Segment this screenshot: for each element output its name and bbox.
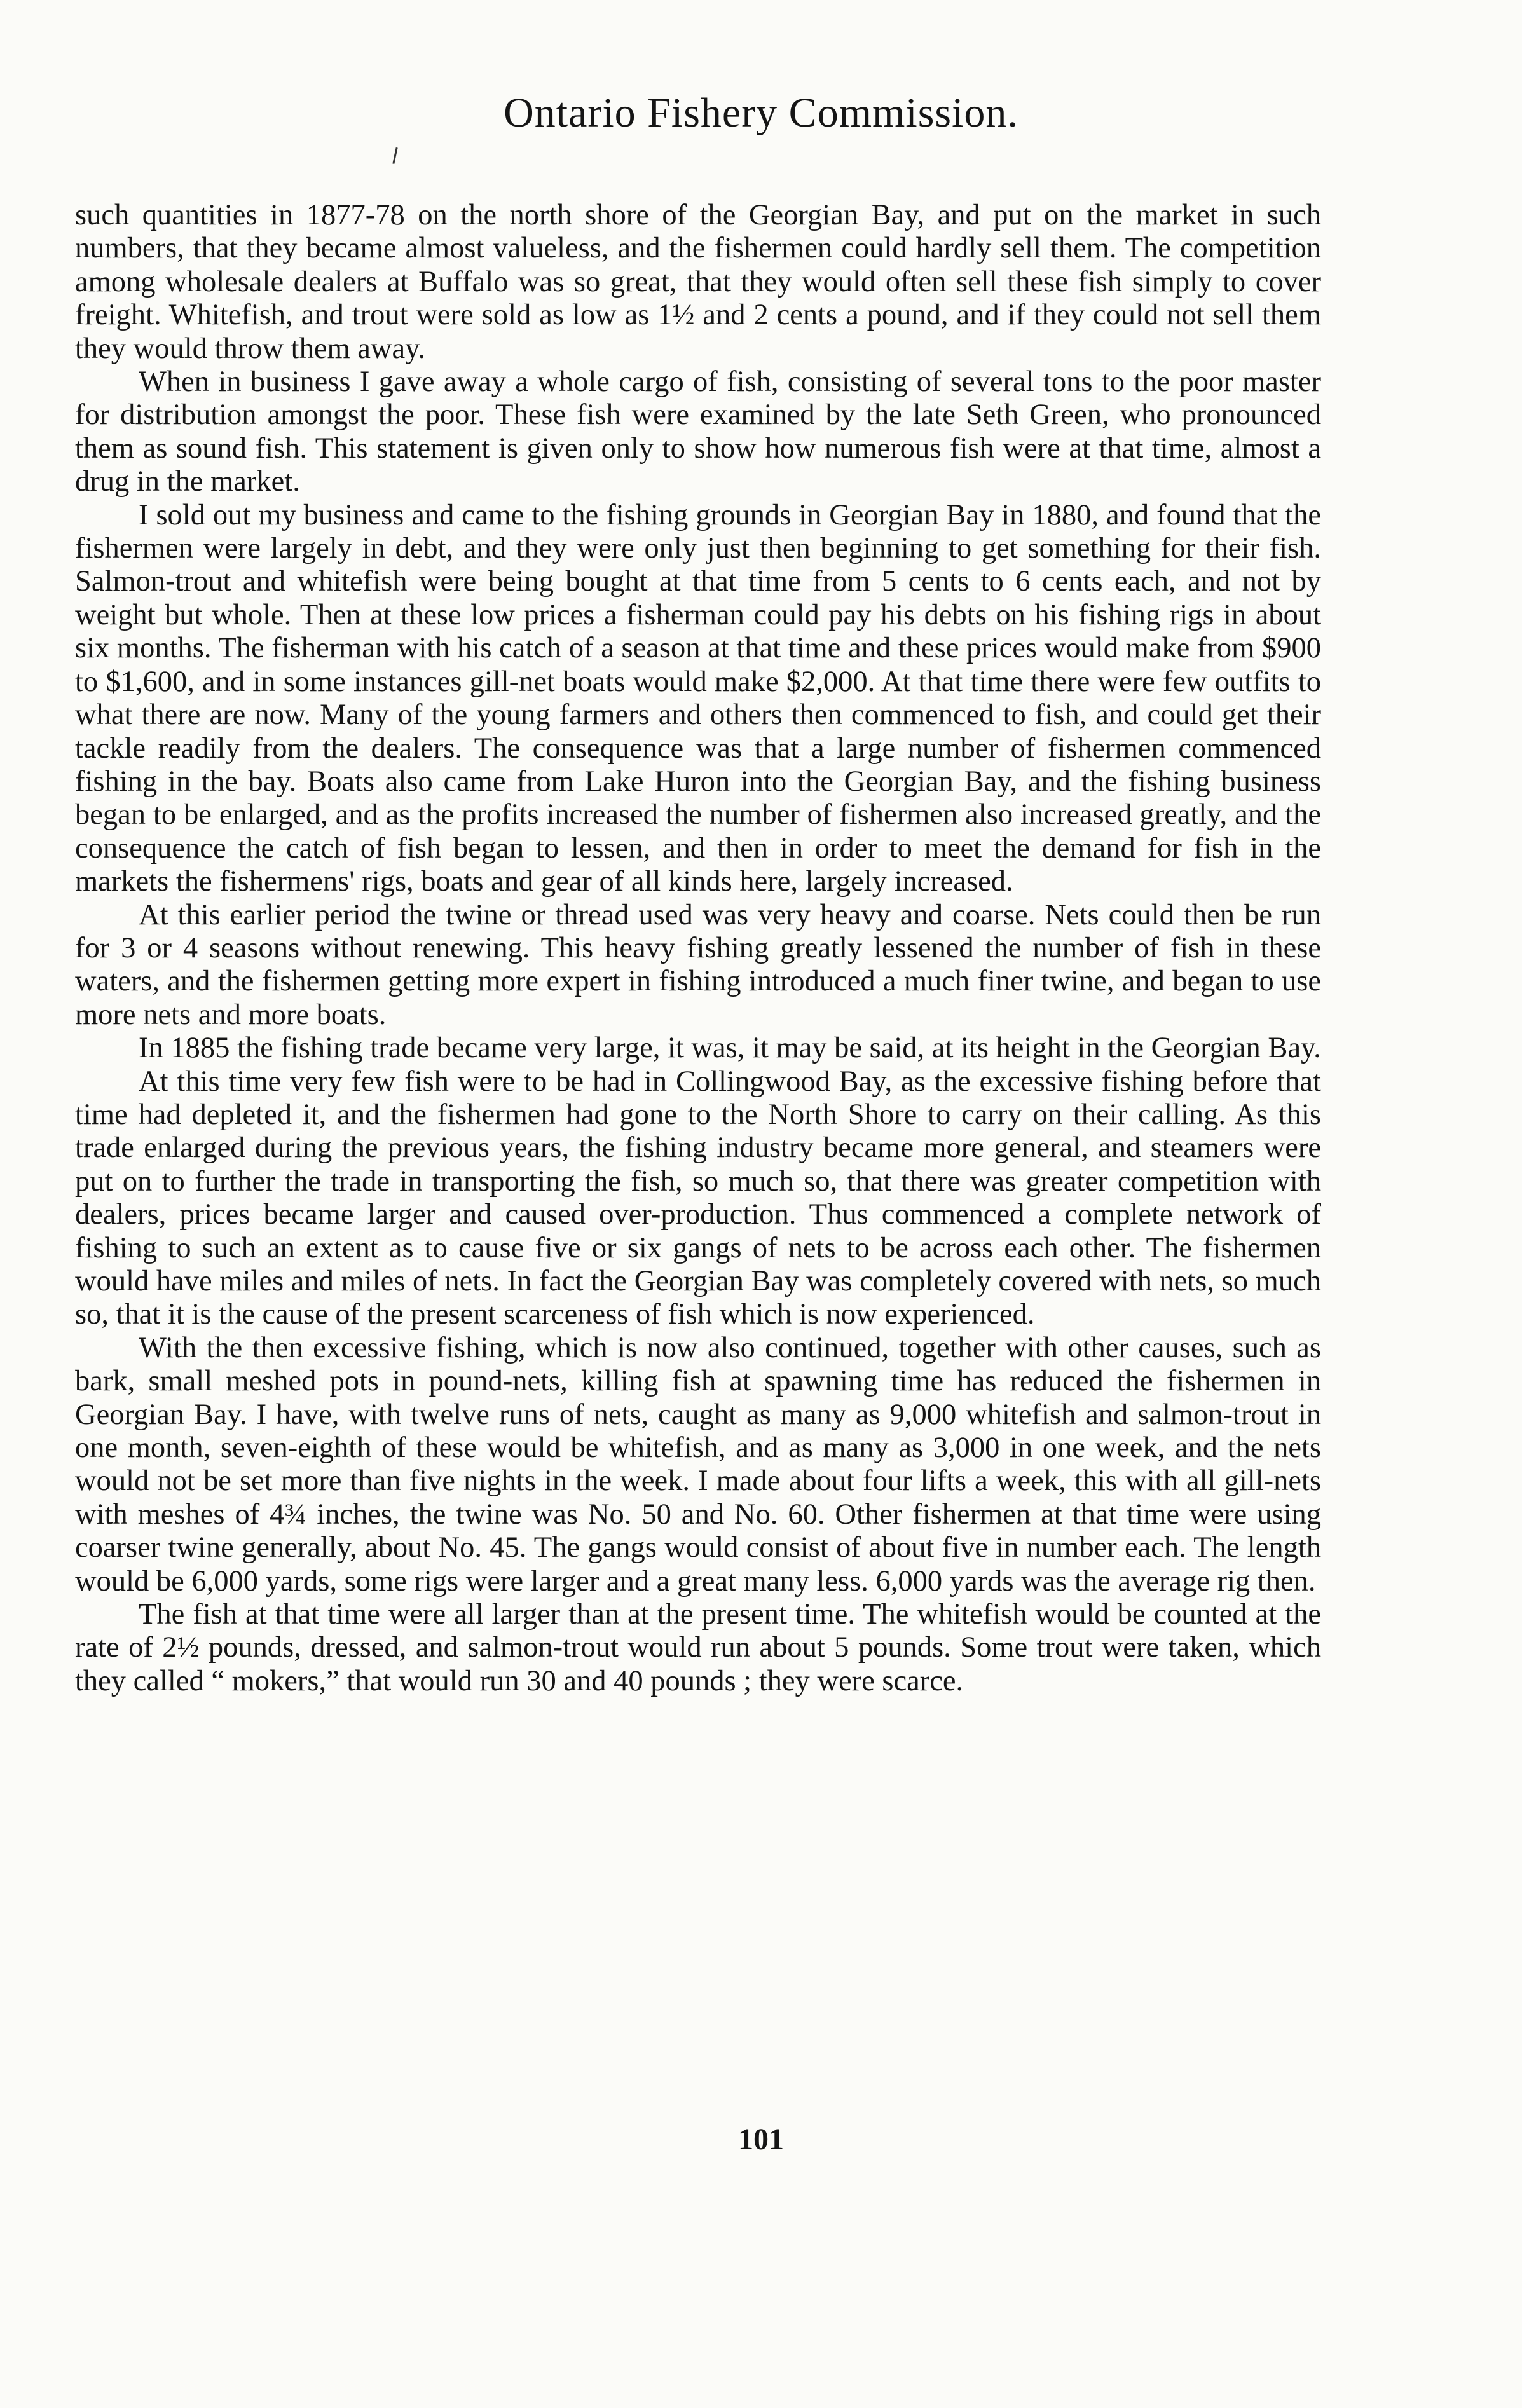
paragraph-3: I sold out my business and came to the fishing grounds in Georgian Bay in 1880, and found that the fishermen were largely in debt, and they were only just then beginning to get something for their fish. Salmon-trout and whitefish were being bought at that time from 5 cents to 6 cents each, and not by weight but whole. Then at these low prices a fisherman could pay his debts on his fishing rigs in about six months. The fisherman with his catch of a season at that time and these prices would make from $900 to $1,600, and in some instances gill-net boats would make $2,000. At that time there were few outfits to what there are now. Many of the young farmers and others then commenced to fish, and could get their tackle readily from the dealers. The consequence was that a large number of fishermen commenced fishing in the bay. Boats also came from Lake Huron into the Georgian Bay, and the fishing business began to be enlarged, and as the profits increased the number of fishermen also increased greatly, and the consequence the catch of fish began to lessen, and then in order to meet the demand for fish in the markets the fishermens' rigs, boats and gear of all kinds here, largely increased. bbox=[75, 498, 1321, 898]
page-number: 101 bbox=[738, 2123, 784, 2156]
paragraph-1-continued: such quantities in 1877-78 on the north shore of the Georgian Bay, and put on the market in such numbers, that they became almost valueless, and the fishermen could hardly sell them. The competition among wholesale dealers at Buffalo was so great, that they would often sell these fish simply to cover freight. Whitefish, and trout were sold as low as 1½ and 2 cents a pound, and if they could not sell them they would throw them away. bbox=[75, 199, 1321, 365]
paragraph-6: At this time very few fish were to be had in Collingwood Bay, as the excessive fishing before that time had depleted it, and the fishermen had gone to the North Shore to carry on their calling. As this trade enlarged during the previous years, the fishing industry became more general, and steamers were put on to further the trade in transporting the fish, so much so, that there was greater competition with dealers, prices became larger and caused over-production. Thus commenced a complete network of fishing to such an extent as to cause five or six gangs of nets to be across each other. The fishermen would have miles and miles of nets. In fact the Georgian Bay was completely covered with nets, so much so, that it is the cause of the present scarceness of fish which is now experienced. bbox=[75, 1065, 1321, 1331]
body-text bbox=[75, 199, 1321, 1698]
paragraph-2: When in business I gave away a whole cargo of fish, consisting of several tons to the poor master for distribution amongst the poor. These fish were examined by the late Seth Green, who pronounced them as sound fish. This statement is given only to show how numerous fish were at that time, almost a drug in the market. bbox=[75, 366, 1321, 498]
paragraph-7: With the then excessive fishing, which is now also continued, together with other causes, such as bark, small meshed pots in pound-nets, killing fish at spawning time has reduced the fishermen in Georgian Bay. I have, with twelve runs of nets, caught as many as 9,000 whitefish and salmon-trout in one month, seven-eighth of these would be whitefish, and as many as 3,000 in one week, and the nets would not be set more than five nights in the week. I made about four lifts a week, this with all gill-nets with meshes of 4¾ inches, the twine was No. 50 and No. 60. Other fishermen at that time were using coarser twine generally, about No. 45. The gangs would consist of about five in number each. The length would be 6,000 yards, some rigs were larger and a great many less. 6,000 yards was the average rig then. bbox=[75, 1331, 1321, 1597]
stray-print-mark bbox=[392, 147, 397, 164]
paragraph-4: At this earlier period the twine or thread used was very heavy and coarse. Nets could then be run for 3 or 4 seasons without renewing. This heavy fishing greatly lessened the number of fish in these waters, and the fishermen getting more expert in fishing introduced a much finer twine, and began to use more nets and more boats. bbox=[75, 898, 1321, 1031]
running-head-title: Ontario Fishery Commission. bbox=[504, 90, 1018, 136]
paragraph-8: The fish at that time were all larger than at the present time. The whitefish would be counted at the rate of 2½ pounds, dressed, and salmon-trout would run about 5 pounds. Some trout were taken, which they called “ mokers,” that would run 30 and 40 pounds ; they were scarce. bbox=[75, 1598, 1321, 1697]
paragraph-5: In 1885 the fishing trade became very large, it was, it may be said, at its height in the Georgian Bay. bbox=[139, 1032, 1321, 1065]
